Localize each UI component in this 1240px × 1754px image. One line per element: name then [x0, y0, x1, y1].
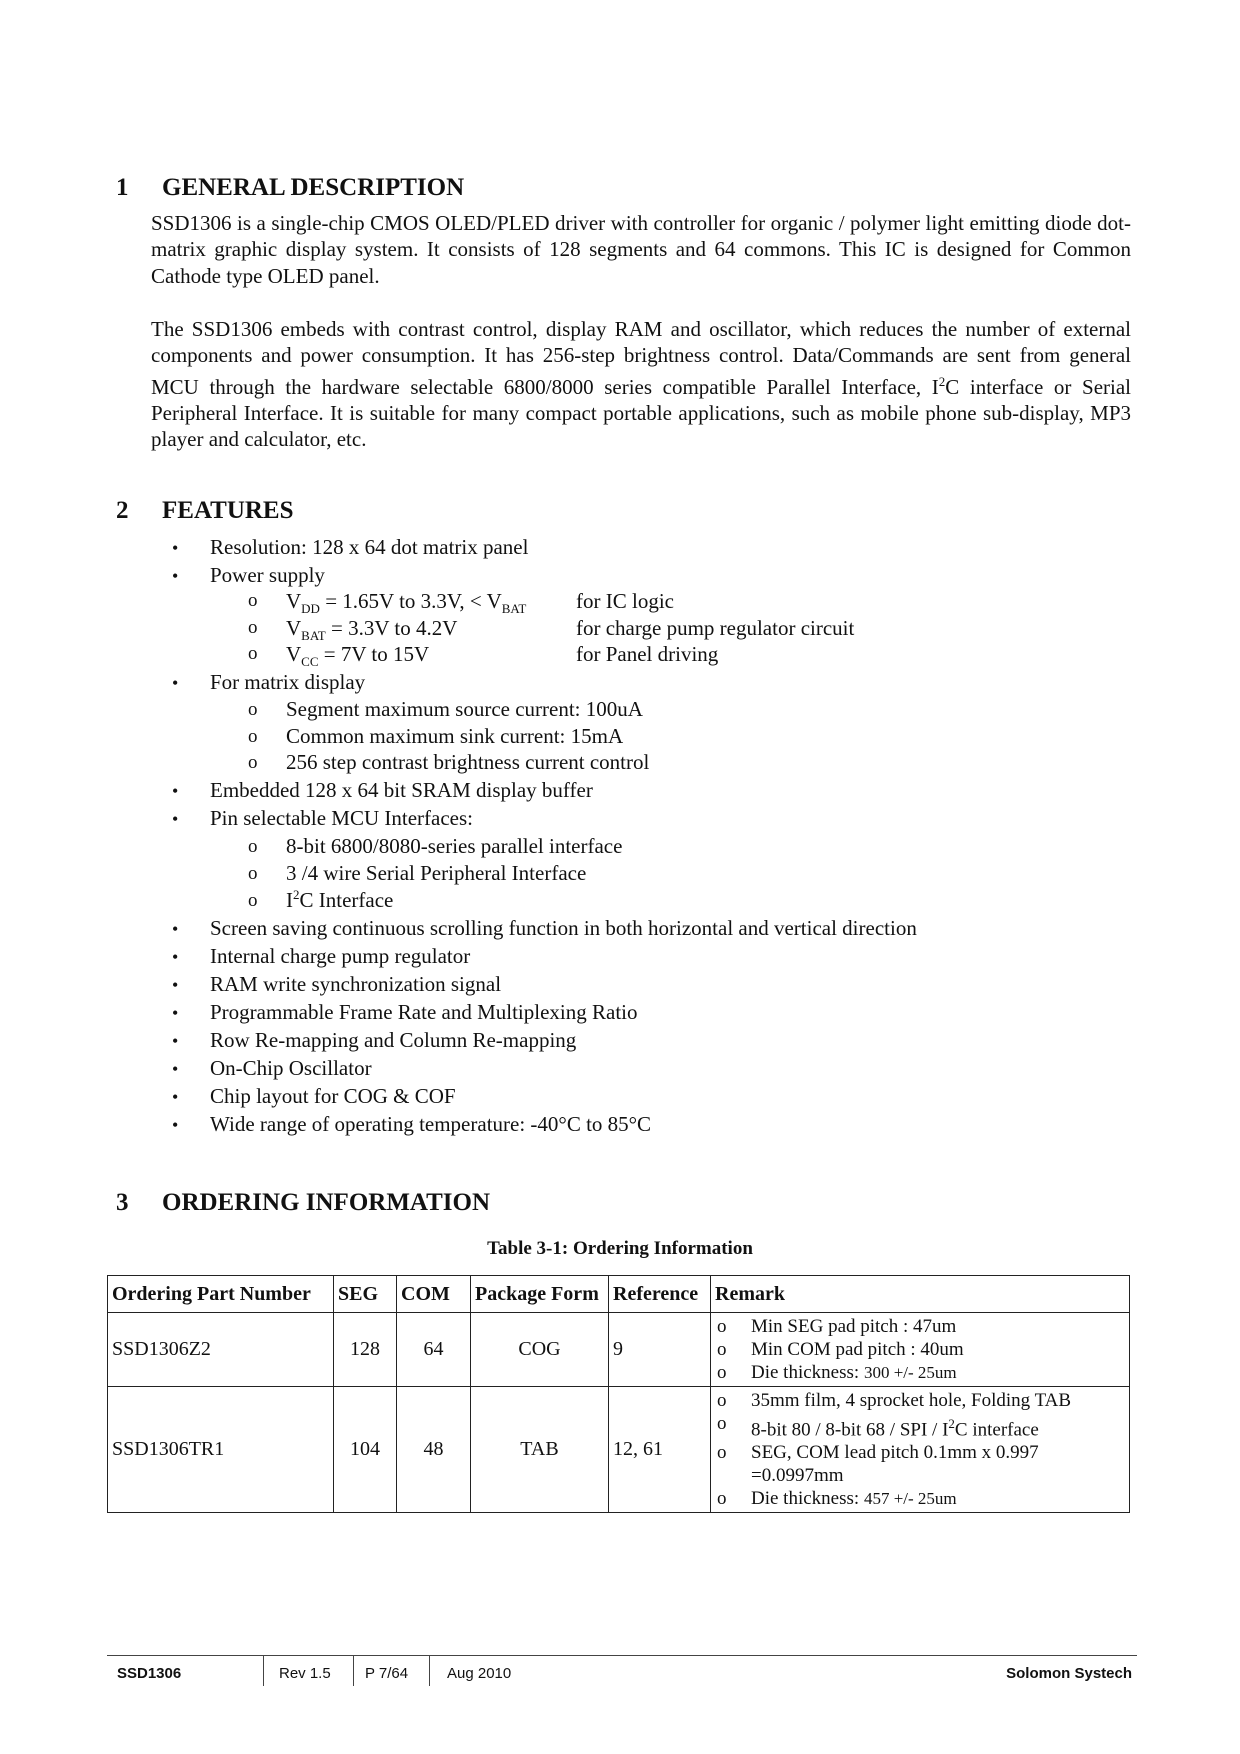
section-number: 1 [116, 174, 129, 201]
section-number: 2 [116, 497, 129, 524]
section-3-heading [116, 1189, 490, 1217]
table-caption: Table 3-1: Ordering Information [487, 1238, 753, 1259]
remark-item [715, 1389, 1125, 1412]
feature-matrix: For matrix display [210, 670, 366, 694]
remark-list [715, 1315, 1125, 1384]
circle-bullet-icon: o [248, 863, 258, 884]
com-cell: 48 [397, 1387, 471, 1513]
feature-matrix-item: Common maximum sink current: 15mA [286, 724, 624, 748]
remark-text: SEG, COM lead pitch 0.1mm x 0.997 =0.0997mm [751, 1442, 1039, 1487]
bullet-icon: • [172, 1087, 179, 1107]
circle-bullet-icon: o [248, 752, 258, 773]
table-header: Ordering Part Number [108, 1276, 334, 1313]
subscript: BAT [301, 628, 326, 644]
table-row [108, 1313, 1130, 1387]
circle-bullet-icon: o [717, 1362, 727, 1383]
remark-item [715, 1315, 1125, 1338]
feature-item: Row Re-mapping and Column Re-mapping [210, 1028, 577, 1052]
feature-mcu: Pin selectable MCU Interfaces: [210, 806, 473, 830]
superscript: 2 [293, 887, 300, 902]
feature-item: RAM write synchronization signal [210, 972, 502, 996]
feature-vdd [286, 589, 526, 617]
circle-bullet-icon: o [248, 890, 258, 911]
circle-bullet-icon: o [248, 643, 258, 664]
description-paragraph-2 [151, 316, 1131, 452]
table-header: Remark [711, 1276, 1130, 1313]
text: = 1.65V to 3.3V, < V [319, 589, 502, 613]
bullet-icon: • [172, 1115, 179, 1135]
footer-page: P 7/64 [365, 1665, 409, 1682]
footer-divider [263, 1656, 264, 1686]
bullet-icon: • [172, 975, 179, 995]
com-cell: 64 [397, 1313, 471, 1387]
feature-mcu-item: 8-bit 6800/8080-series parallel interface [286, 834, 623, 858]
feature-item: Wide range of operating temperature: -40°C to 85°C [210, 1112, 652, 1136]
table-header-row [108, 1276, 1130, 1313]
remark-item [715, 1338, 1125, 1361]
text: V [286, 616, 302, 640]
remark-text: 35mm film, 4 sprocket hole, Folding TAB [751, 1390, 1072, 1411]
remark-value: 457 +/- 25um [863, 1489, 957, 1509]
bullet-icon: • [172, 947, 179, 967]
footer-company: Solomon Systech [1006, 1665, 1132, 1682]
page-footer [107, 1655, 1137, 1686]
circle-bullet-icon: o [248, 836, 258, 857]
remark-text: C interface [954, 1419, 1039, 1441]
remark-item [715, 1441, 1125, 1487]
table-header: Package Form [471, 1276, 609, 1313]
circle-bullet-icon: o [717, 1413, 727, 1434]
feature-item: Internal charge pump regulator [210, 944, 471, 968]
feature-vdd-desc: for IC logic [576, 589, 674, 613]
feature-mcu-item: 3 /4 wire Serial Peripheral Interface [286, 861, 587, 885]
feature-matrix-item: 256 step contrast brightness current control [286, 750, 650, 774]
bullet-icon: • [172, 566, 179, 586]
circle-bullet-icon: o [248, 617, 258, 638]
subscript: BAT [501, 601, 527, 617]
reference-cell: 9 [609, 1313, 711, 1387]
description-paragraph-1: SSD1306 is a single-chip CMOS OLED/PLED driver with controller for organic / polymer light emitting diode dot-matrix graphic display system. It consists of 128 segments and 64 commons. This IC is designed for Common Cathode type OLED panel. [151, 211, 1131, 288]
feature-item: Chip layout for COG & COF [210, 1084, 456, 1108]
paragraph-text: C interface or Serial Peripheral Interface. It is suitable for many compact portable applications, such as mobile phone sub-display, MP3 player and calculator, etc. [151, 374, 1131, 452]
table-header: COM [397, 1276, 471, 1313]
remark-text: 8-bit 80 / 8-bit 68 / SPI / I [751, 1419, 949, 1441]
table-header: SEG [334, 1276, 397, 1313]
footer-divider [429, 1656, 430, 1686]
circle-bullet-icon: o [717, 1488, 727, 1510]
circle-bullet-icon: o [717, 1316, 727, 1337]
feature-vbat [286, 616, 457, 644]
circle-bullet-icon: o [717, 1390, 727, 1411]
reference-cell: 12, 61 [609, 1387, 711, 1513]
circle-bullet-icon: o [248, 590, 258, 611]
circle-bullet-icon: o [248, 699, 258, 720]
circle-bullet-icon: o [717, 1442, 727, 1464]
feature-i2c [286, 887, 393, 913]
bullet-icon: • [172, 538, 179, 558]
superscript: 2 [948, 1416, 955, 1431]
seg-cell: 128 [334, 1313, 397, 1387]
part-number-cell: SSD1306Z2 [108, 1313, 334, 1387]
bullet-icon: • [172, 1059, 179, 1079]
section-2-heading [116, 497, 294, 525]
table-row [108, 1387, 1130, 1513]
section-title: ORDERING INFORMATION [162, 1189, 491, 1216]
footer-product: SSD1306 [117, 1665, 182, 1682]
bullet-icon: • [172, 919, 179, 939]
bullet-icon: • [172, 809, 179, 829]
paragraph-text: The SSD1306 embeds with contrast control, display RAM and oscillator, which reduces the number of external components and power consumption. It has 256-step brightness control. Data/Commands are sent from general MCU through the hardware selectable 6800/8000 series compatible Parallel Interface, I [151, 317, 1131, 399]
remark-list [715, 1389, 1125, 1510]
feature-power-supply: Power supply [210, 563, 325, 587]
feature-vcc [286, 642, 429, 670]
remark-item [715, 1487, 1125, 1510]
remark-item [715, 1412, 1125, 1441]
feature-sram: Embedded 128 x 64 bit SRAM display buffer [210, 778, 593, 802]
section-number: 3 [116, 1189, 129, 1216]
bullet-icon: • [172, 781, 179, 801]
section-title: FEATURES [162, 497, 294, 524]
footer-date: Aug 2010 [447, 1665, 512, 1682]
package-cell: TAB [471, 1387, 609, 1513]
text: I [286, 888, 293, 912]
seg-cell: 104 [334, 1387, 397, 1513]
subscript: CC [301, 654, 319, 670]
superscript: 2 [938, 373, 946, 389]
bullet-icon: • [172, 673, 179, 693]
remark-value: 300 +/- 25um [863, 1363, 957, 1382]
circle-bullet-icon: o [717, 1339, 727, 1360]
subscript: DD [301, 601, 320, 617]
text: V [286, 589, 302, 613]
remark-item [715, 1361, 1125, 1384]
feature-item: Programmable Frame Rate and Multiplexing Ratio [210, 1000, 638, 1024]
section-1-heading [116, 174, 464, 202]
remark-cell [711, 1313, 1130, 1387]
package-cell: COG [471, 1313, 609, 1387]
section-title: GENERAL DESCRIPTION [162, 174, 465, 201]
footer-revision: Rev 1.5 [279, 1665, 331, 1682]
bullet-icon: • [172, 1031, 179, 1051]
feature-vcc-desc: for Panel driving [576, 642, 719, 666]
remark-text: Min COM pad pitch : 40um [751, 1339, 964, 1360]
table-header: Reference [609, 1276, 711, 1313]
circle-bullet-icon: o [248, 726, 258, 747]
ordering-table [107, 1275, 1130, 1513]
remark-cell [711, 1387, 1130, 1513]
feature-vbat-desc: for charge pump regulator circuit [576, 616, 855, 640]
text: = 3.3V to 4.2V [325, 616, 458, 640]
remark-text: Die thickness: [751, 1362, 864, 1383]
text: C Interface [299, 888, 394, 912]
text: = 7V to 15V [318, 642, 430, 666]
bullet-icon: • [172, 1003, 179, 1023]
feature-item: Screen saving continuous scrolling function in both horizontal and vertical direction [210, 916, 917, 940]
remark-text: Min SEG pad pitch : 47um [751, 1316, 957, 1337]
feature-resolution: Resolution: 128 x 64 dot matrix panel [210, 535, 529, 559]
feature-matrix-item: Segment maximum source current: 100uA [286, 697, 643, 721]
feature-item: On-Chip Oscillator [210, 1056, 372, 1080]
part-number-cell: SSD1306TR1 [108, 1387, 334, 1513]
remark-text: Die thickness: [751, 1488, 864, 1510]
text: V [286, 642, 302, 666]
footer-divider [353, 1656, 354, 1686]
